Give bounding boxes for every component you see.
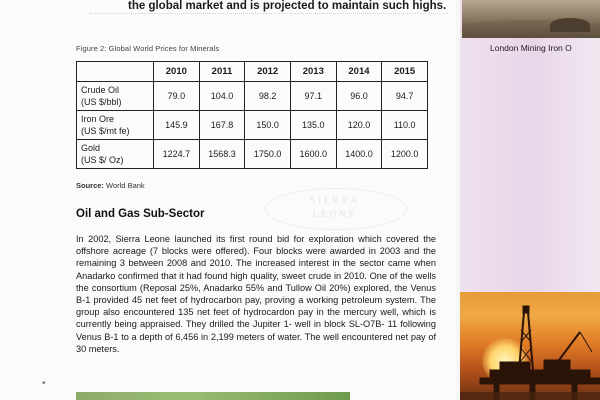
table-cell: 97.1 [290,82,336,111]
table-cell: 150.0 [245,111,291,140]
row-label-name: Crude Oil [81,85,120,95]
year-header: 2011 [199,62,245,82]
row-label-unit: (US $/mt fe) [81,126,130,136]
bottom-photo [76,392,350,400]
table-row [77,82,428,111]
table-cell: 1200.0 [382,140,428,169]
bullet-mark: • [42,378,46,389]
row-label-crude-oil [77,82,154,111]
table-cell: 145.9 [154,111,200,140]
table-header-row [77,62,428,82]
year-header: 2015 [382,62,428,82]
mining-photo-icon [462,0,600,38]
oil-rig-silhouette [460,292,600,400]
table-cell: 94.7 [382,82,428,111]
table-cell: 1600.0 [290,140,336,169]
table-corner-cell [77,62,154,82]
table-cell: 110.0 [382,111,428,140]
table-cell: 1224.7 [154,140,200,169]
source-label: Source: [76,181,104,190]
year-header: 2010 [154,62,200,82]
watermark-line: SIERRA [309,195,360,205]
table-source [76,181,145,190]
watermark-seal [265,186,405,236]
table-cell: 98.2 [245,82,291,111]
intro-text-line: the global market and is projected to maintain such highs. [128,0,447,12]
table-cell: 135.0 [290,111,336,140]
year-header: 2014 [336,62,382,82]
row-label-unit: (US $/bbl) [81,97,122,107]
row-label-name: Gold [81,143,101,153]
table-cell: 96.0 [336,82,382,111]
row-label-unit: (US $/ Oz) [81,155,124,165]
table-cell: 1400.0 [336,140,382,169]
section-heading: Oil and Gas Sub-Sector [76,208,205,220]
table-cell: 104.0 [199,82,245,111]
table-cell: 1568.3 [199,140,245,169]
photo-caption: London Mining Iron O [490,43,572,53]
watermark-line: LEONE [312,209,358,219]
table-cell: 167.8 [199,111,245,140]
row-label-name: Iron Ore [81,114,115,124]
row-label-iron-ore [77,111,154,140]
photo-ore-pile [550,18,590,32]
source-value: World Bank [106,181,145,190]
table-cell: 79.0 [154,82,200,111]
oil-rig-sunset-icon [460,292,600,400]
table-cell: 1750.0 [245,140,291,169]
mineral-prices-table [76,61,428,169]
figure-caption: Figure 2: Global World Prices for Minerals [76,44,220,53]
table-row [77,140,428,169]
year-header: 2013 [290,62,336,82]
year-header: 2012 [245,62,291,82]
body-paragraph: In 2002, Sierra Leone launched its first round bid for exploration which covered the offshore acreage (7 blocks were offered). Four blocks were awarded in 2003 and the remaining 3 between 2008 and 2010. The increased interest in the sector came when Anadarko confirmed that it had found high quality, sweet crude in 2010. One of the wells the consortium (Reposal 25%, Anadarko 55% and Tullow Oil 20%) explored, the Venus B-1 provided 45 net feet of hydrocarbon pay, proving a working petroleum system. The group also encountered 135 net feet of hydrocardon pay in the mercury well, which is currently being appraised. They drilled the Jupiter 1- well in block SL-O7B- 11 following Venus B-1 to a depth of 6,456 in 2,199 meters of water. The well encountered net pay of 30 meters. [76,234,436,354]
table-row [77,111,428,140]
row-label-gold [77,140,154,169]
table-cell: 120.0 [336,111,382,140]
